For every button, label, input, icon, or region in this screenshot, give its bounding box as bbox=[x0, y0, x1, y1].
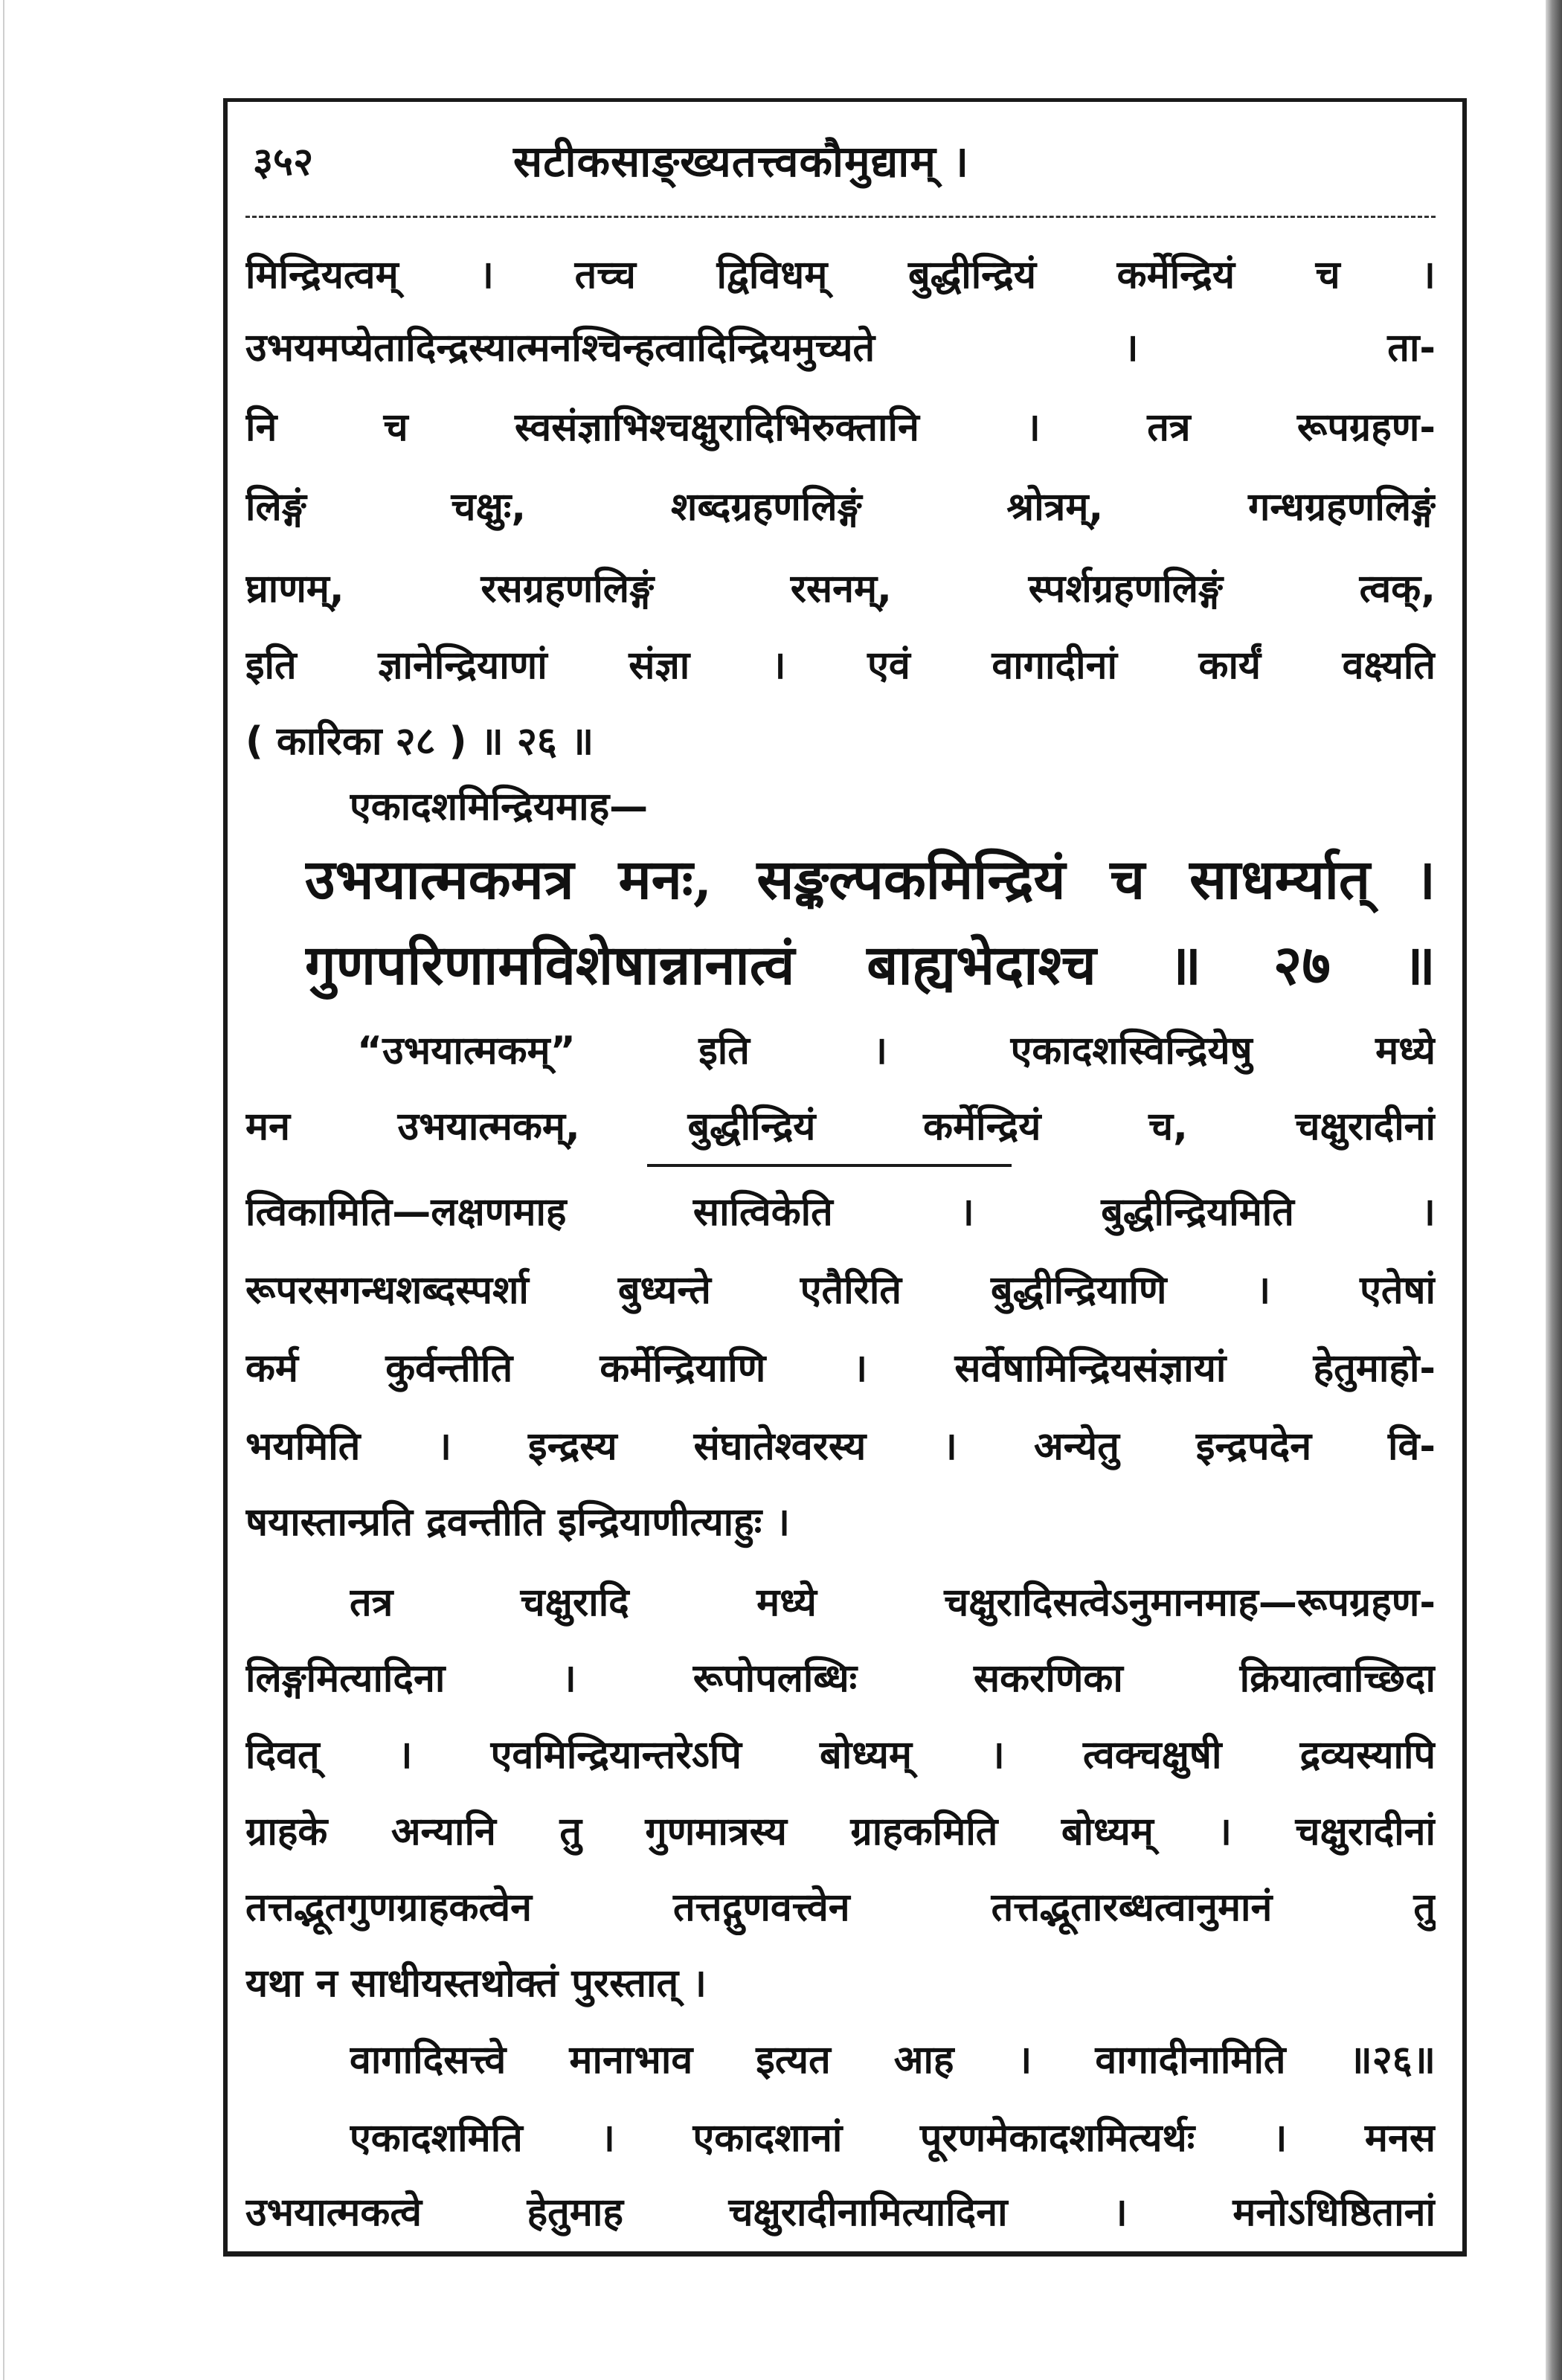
scan-edge-right bbox=[1546, 0, 1562, 2380]
commentary-line: रूपरसगन्धशब्दस्पर्शा बुध्यन्ते एतैरिति बुद्धीन्द्रियाणि । एतेषां bbox=[245, 1268, 1436, 1313]
header-rule bbox=[245, 216, 1436, 218]
commentary-line: वागादिसत्त्वे मानाभाव इत्यत आह । वागादीनामिति ॥२६॥ bbox=[350, 2038, 1436, 2082]
text-line: लिङ्गं चक्षुः, शब्दग्रहणलिङ्गं श्रोत्रम्, गन्धग्रहणलिङ्गं bbox=[245, 485, 1436, 530]
commentary-line: लिङ्गमित्यादिना । रूपोपलब्धिः सकरणिका क्रियात्वाच्छिदा bbox=[245, 1656, 1436, 1701]
commentary-line: “उभयात्मकम्” इति । एकादशस्विन्द्रियेषु मध्ये bbox=[357, 1029, 1436, 1073]
karika-verse-line-2: गुणपरिणामविशेषान्नानात्वं बाह्यभेदाश्च ॥ २७ ॥ bbox=[305, 933, 1436, 997]
commentary-line: भयमिति । इन्द्रस्य संघातेश्वरस्य । अन्येतु इन्द्रपदेन वि- bbox=[245, 1424, 1436, 1469]
commentary-line: यथा न साधीयस्तथोक्तं पुरस्तात् । bbox=[245, 1961, 707, 2006]
underline-mark bbox=[647, 1164, 1012, 1167]
commentary-line: उभयात्मकत्वे हेतुमाह चक्षुरादीनामित्यादिना । मनोऽधिष्ठितानां bbox=[245, 2190, 1436, 2235]
page-number: ३५२ bbox=[253, 140, 314, 184]
commentary-line: तत्तद्भूतगुणग्राहकत्वेन तत्तद्गुणवत्त्वेन तत्तद्भूतारब्धत्वानुमानं तु bbox=[245, 1885, 1436, 1930]
commentary-line: षयास्तान्प्रति द्रवन्तीति इन्द्रियाणीत्याहुः । bbox=[245, 1500, 791, 1545]
commentary-line: कर्म कुर्वन्तीति कर्मेन्द्रियाणि । सर्वेषामिन्द्रियसंज्ञायां हेतुमाहो- bbox=[245, 1346, 1436, 1391]
commentary-line: तत्र चक्षुरादि मध्ये चक्षुरादिसत्वेऽनुमानमाह—रूपग्रहण- bbox=[350, 1580, 1436, 1625]
commentary-line: एकादशमिति । एकादशानां पूरणमेकादशमित्यर्थः । मनस bbox=[350, 2116, 1436, 2161]
running-title: सटीकसाङ्ख्यतत्त्वकौमुद्याम् । bbox=[513, 136, 970, 187]
text-line: घ्राणम्, रसग्रहणलिङ्गं रसनम्, स्पर्शग्रहणलिङ्गं त्वक्, bbox=[245, 567, 1436, 611]
scan-edge-left bbox=[3, 0, 4, 2380]
page-header bbox=[245, 126, 1436, 208]
commentary-line: मन उभयात्मकम्, बुद्धीन्द्रियं कर्मेन्द्रियं च, चक्षुरादीनां bbox=[245, 1104, 1436, 1149]
text-line: मिन्द्रियत्वम् । तच्च द्विविधम् बुद्धीन्द्रियं कर्मेन्द्रियं च । bbox=[245, 253, 1436, 298]
karika-reference: ( कारिका २८ ) ॥ २६ ॥ bbox=[245, 719, 594, 764]
text-line: उभयमप्येतादिन्द्रस्यात्मनश्चिन्हत्वादिन्द्रियमुच्यते । ता- bbox=[245, 326, 1436, 370]
introductory-line: एकादशमिन्द्रियमाह— bbox=[350, 785, 649, 829]
text-line: नि च स्वसंज्ञाभिश्चक्षुरादिभिरुक्तानि । तत्र रूपग्रहण- bbox=[245, 405, 1436, 450]
commentary-line: त्विकामिति—लक्षणमाह सात्विकेति । बुद्धीन्द्रियमिति । bbox=[245, 1190, 1436, 1235]
karika-verse-line-1: उभयात्मकमत्र मनः, सङ्कल्पकमिन्द्रियं च साधर्म्यात् । bbox=[305, 848, 1436, 912]
commentary-line: दिवत् । एवमिन्द्रियान्तरेऽपि बोध्यम् । त्वक्चक्षुषी द्रव्यस्यापि bbox=[245, 1733, 1436, 1778]
text-line: इति ज्ञानेन्द्रियाणां संज्ञा । एवं वागादीनां कार्यं वक्ष्यति bbox=[245, 643, 1436, 688]
commentary-line: ग्राहके अन्यानि तु गुणमात्रस्य ग्राहकमिति बोध्यम् । चक्षुरादीनां bbox=[245, 1810, 1436, 1854]
